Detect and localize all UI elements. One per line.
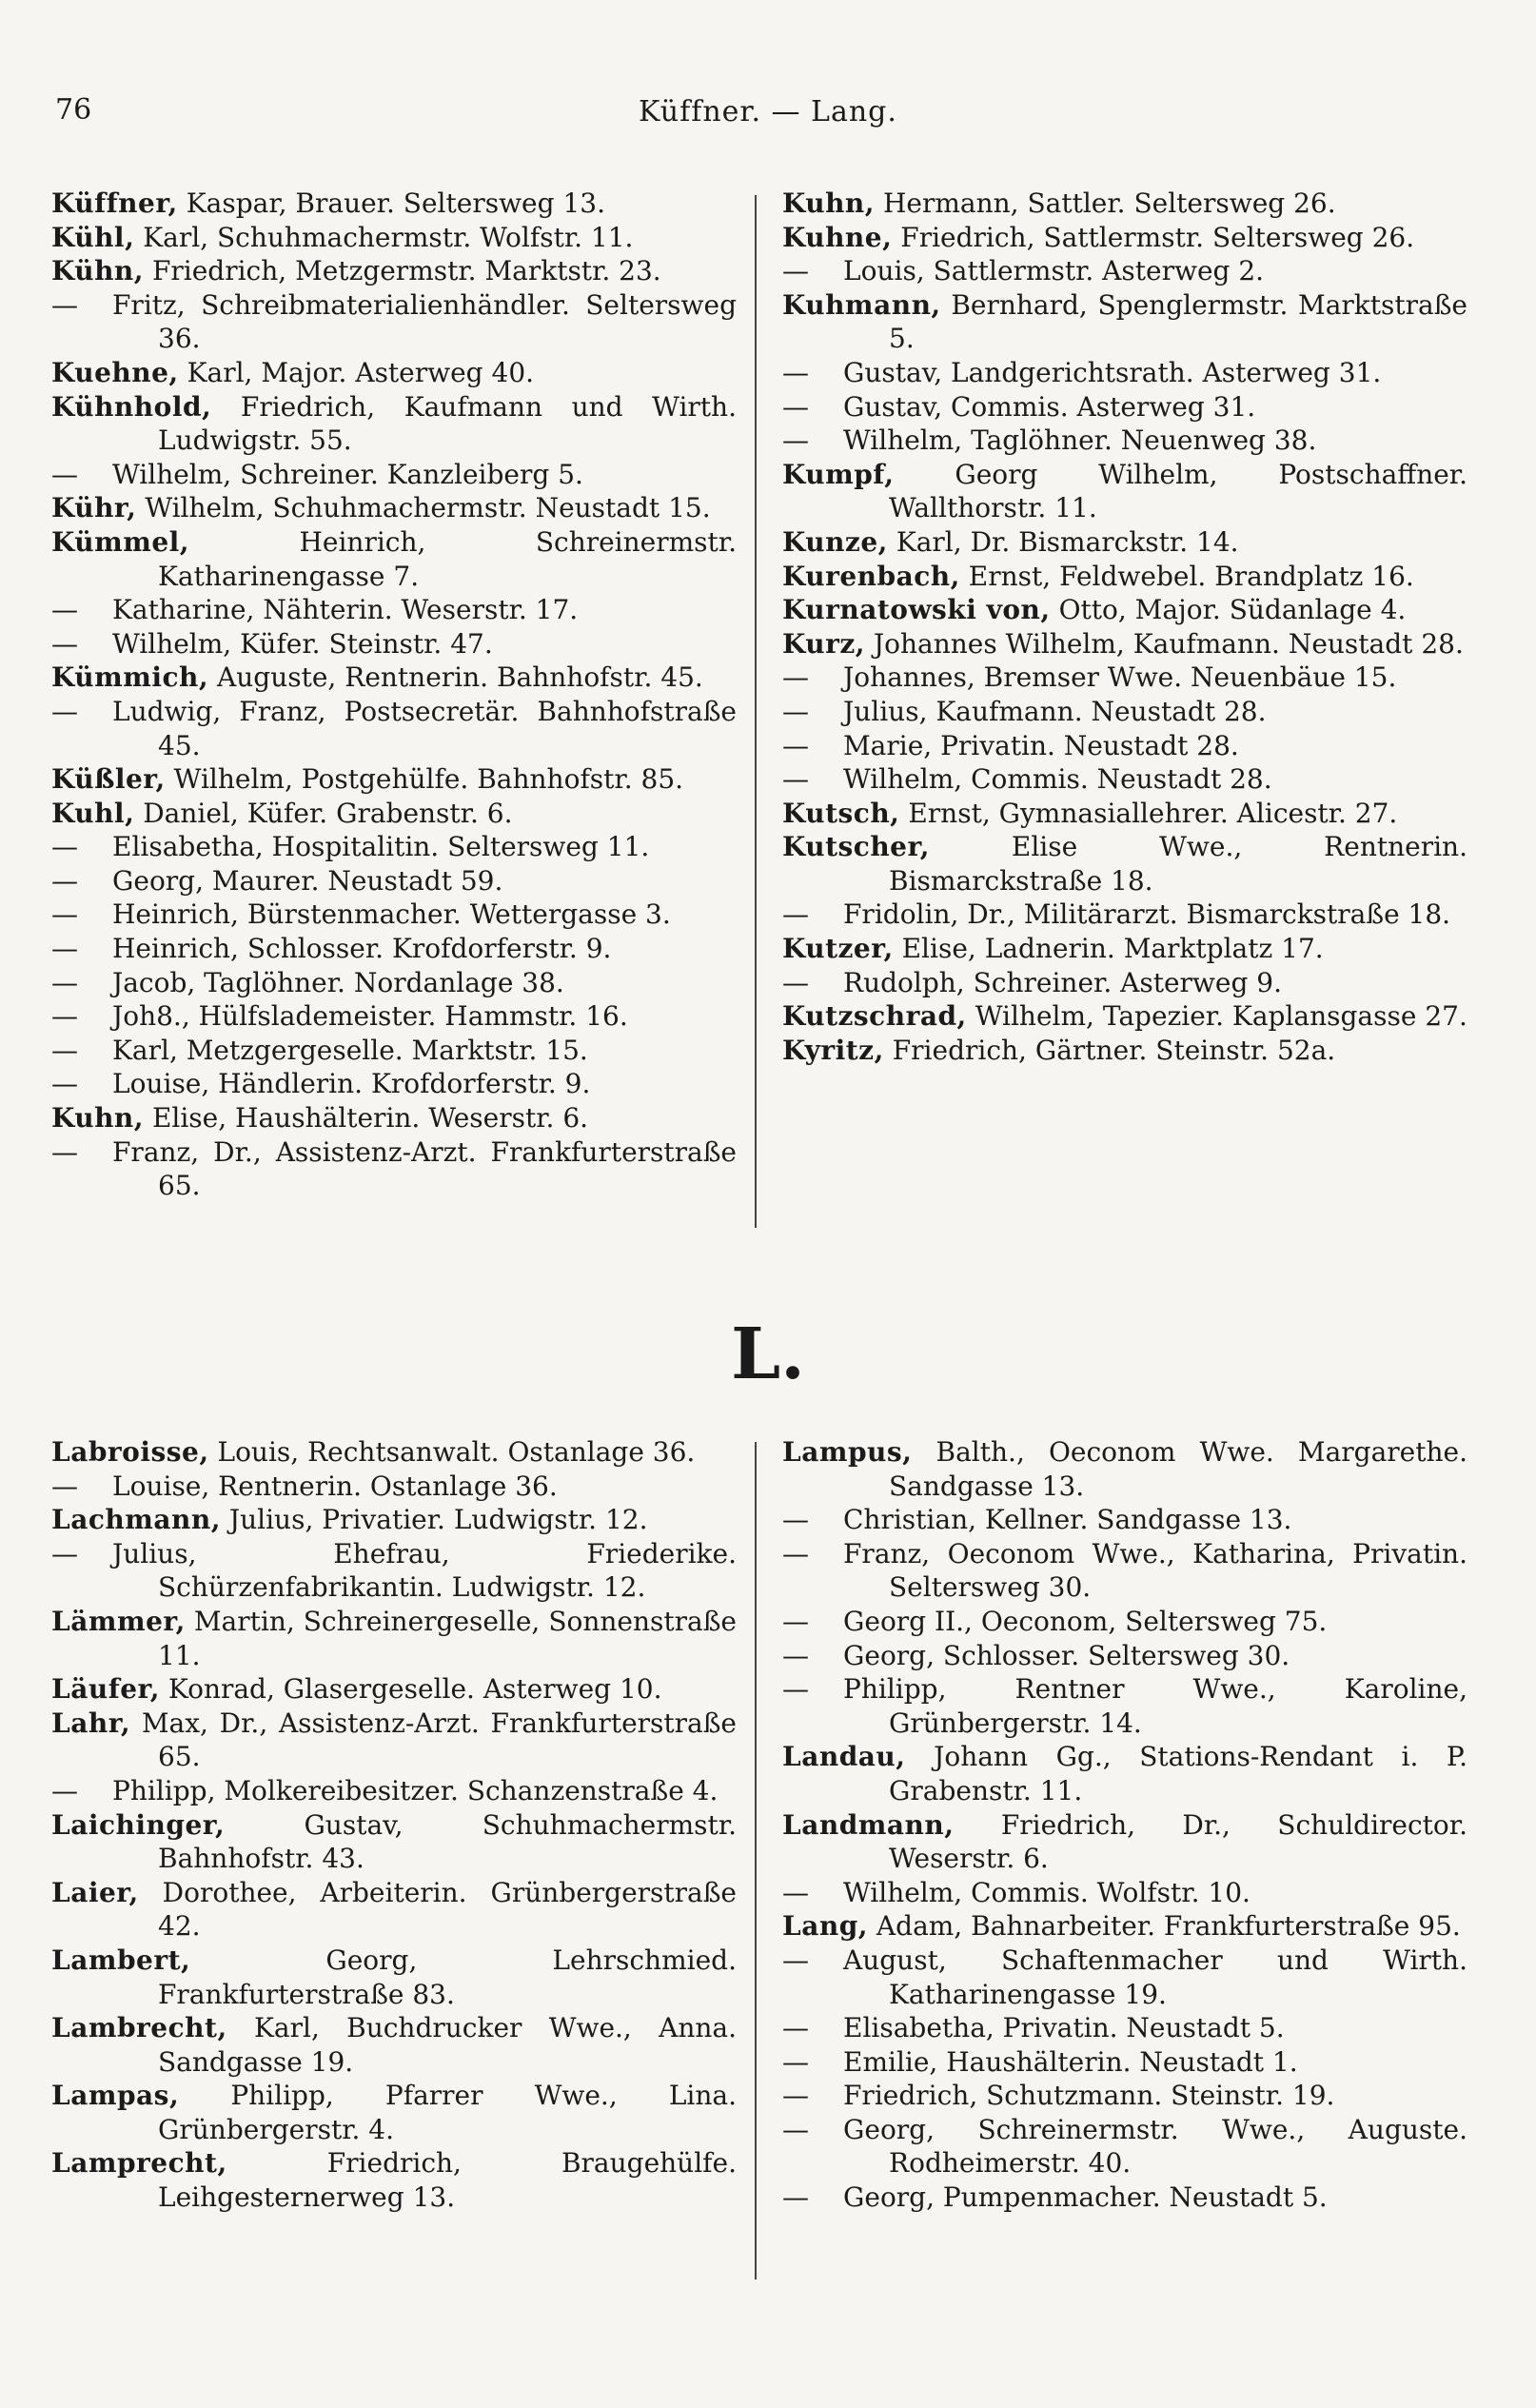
directory-entry [782,1876,1467,1910]
entry-surname: Kyritz, [782,1034,884,1066]
entry-details: Marie, Privatin. Neustadt 28. [843,729,1239,761]
entry-surname: Lampas, [51,2080,180,2112]
entry-surname: Lambert, [51,1944,191,1976]
directory-entry [51,1672,737,1707]
entry-details: August, Schaftenmacher und Wirth. Katharinengasse 19. [843,1944,1467,2010]
entry-surname: Kutzer, [782,933,894,965]
entry-details: Christian, Kellner. Sandgasse 13. [843,1504,1292,1536]
entry-surname: Laichinger, [51,1808,226,1841]
column-bottom-left [51,1435,737,2387]
section-letter: L. [731,1313,805,1395]
ditto-dash: — [782,1504,809,1536]
entry-details: Wilhelm, Commis. Wolfstr. 10. [843,1876,1250,1908]
ditto-dash: — [51,864,78,897]
entry-details: Philipp, Molkereibesitzer. Schanzenstraße 4. [112,1774,719,1806]
directory-entry [782,1740,1467,1807]
entry-surname: Kutzschrad, [782,1000,967,1033]
ditto-dash: — [51,1068,78,1100]
column-divider-bottom [755,1442,757,2280]
entry-details: Elise Wwe., Rentnerin. Bismarckstraße 18. [889,831,1467,897]
entry-details: Karl, Dr. Bismarckstr. 14. [896,525,1239,558]
entry-details: Louis, Rechtsanwalt. Ostanlage 36. [217,1436,696,1468]
directory-entry [51,525,737,593]
entry-details: Bernhard, Spenglermstr. Marktstraße 5. [889,288,1467,355]
ditto-dash: — [782,2113,809,2145]
directory-entry [782,356,1467,390]
entry-details: Georg, Maurer. Neustadt 59. [112,864,503,897]
entry-surname: Kurz, [782,627,865,660]
entry-surname: Kumpf, [782,458,895,490]
directory-entry [782,661,1467,695]
entry-details: Jacob, Taglöhner. Nordanlage 38. [112,966,564,998]
entry-details: Dorothee, Arbeiterin. Grünbergerstraße 42. [158,1876,737,1943]
entry-surname: Laier, [51,1876,139,1908]
directory-entry [782,390,1467,424]
directory-entry [782,695,1467,729]
directory-entry [782,288,1467,356]
directory-entry [51,254,737,288]
directory-entry [51,187,737,221]
directory-entry [782,1808,1467,1876]
entry-details: Louise, Rentnerin. Ostanlage 36. [112,1470,558,1502]
directory-entry [782,254,1467,288]
entry-details: Friedrich, Gärtner. Steinstr. 52a. [892,1034,1336,1066]
ditto-dash: — [782,2181,809,2214]
directory-entry [51,864,737,898]
directory-entry [782,1537,1467,1605]
entry-details: Gustav, Commis. Asterweg 31. [843,390,1256,423]
ditto-dash: — [51,458,78,490]
ditto-dash: — [51,1470,78,1502]
entry-details: Hermann, Sattler. Seltersweg 26. [882,188,1336,219]
entry-details: Elise, Haushälterin. Weserstr. 6. [151,1102,589,1135]
directory-entry [51,288,737,356]
directory-entry [51,797,737,831]
entry-surname: Küffner, [51,188,178,219]
directory-entry [782,2181,1467,2215]
entry-details: Friedrich, Kaufmann und Wirth. Ludwigstr. 55. [158,390,737,457]
entry-details: Joh8., Hülfslademeister. Hammstr. 16. [112,1000,628,1033]
ditto-dash: — [51,627,78,660]
directory-entry [51,932,737,966]
entry-details: Georg Wilhelm, Postschaffner. Wallthorstr. 11. [889,458,1467,524]
entry-details: Heinrich, Bürstenmacher. Wettergasse 3. [112,898,671,931]
directory-entry [51,458,737,492]
entry-details: Wilhelm, Schuhmachermstr. Neustadt 15. [145,492,711,524]
ditto-dash: — [51,1000,78,1033]
ditto-dash: — [782,763,809,796]
entry-details: Auguste, Rentnerin. Bahnhofstr. 45. [217,661,703,694]
entry-details: Max, Dr., Assistenz-Arzt. Frankfurterstraße 65. [141,1707,737,1773]
column-bottom-right [782,1435,1467,2387]
entry-details: Ludwig, Franz, Postsecretär. Bahnhofstraße 45. [112,695,737,761]
entry-details: Otto, Major. Südanlage 4. [1058,594,1407,626]
entry-surname: Kümmel, [51,525,190,558]
directory-entry [51,661,737,695]
ditto-dash: — [782,966,809,998]
directory-entry [51,966,737,1000]
directory-entry [782,830,1467,898]
ditto-dash: — [51,288,78,321]
directory-entry [782,2079,1467,2113]
entry-surname: Labroisse, [51,1436,209,1468]
entry-details: Konrad, Glasergeselle. Asterweg 10. [167,1673,662,1706]
ditto-dash: — [51,933,78,965]
entry-details: Julius, Privatier. Ludwigstr. 12. [228,1504,648,1536]
directory-entry [782,932,1467,966]
entry-details: Karl, Metzgergeselle. Marktstr. 15. [112,1034,588,1066]
entry-details: Wilhelm, Commis. Neustadt 28. [843,763,1272,796]
entry-surname: Kühnhold, [51,390,212,423]
directory-entry [51,1503,737,1537]
directory-entry [51,1707,737,1774]
directory-entry [782,1605,1467,1639]
directory-entry [51,627,737,661]
directory-entry [51,1808,737,1876]
entry-details: Balth., Oeconom Wwe. Margarethe. Sandgasse 13. [889,1436,1467,1502]
entry-details: Georg, Schlosser. Seltersweg 30. [843,1639,1290,1671]
entry-details: Karl, Major. Asterweg 40. [187,356,535,388]
directory-entry [51,390,737,458]
entry-details: Georg, Pumpenmacher. Neustadt 5. [843,2181,1328,2214]
entry-surname: Kuhl, [51,797,135,829]
directory-entry [51,1034,737,1068]
entry-details: Friedrich, Metzgermstr. Marktstr. 23. [151,255,661,287]
directory-entry [51,695,737,762]
entry-details: Louis, Sattlermstr. Asterweg 2. [843,255,1265,287]
entry-details: Friedrich, Sattlermstr. Seltersweg 26. [900,221,1415,253]
ditto-dash: — [782,2012,809,2044]
entry-details: Friedrich, Schutzmann. Steinstr. 19. [843,2080,1335,2112]
entry-surname: Kühr, [51,492,137,524]
ditto-dash: — [782,1639,809,1671]
directory-entry [782,1503,1467,1537]
entry-details: Kaspar, Brauer. Seltersweg 13. [186,188,605,219]
entry-surname: Lachmann, [51,1504,221,1536]
ditto-dash: — [51,695,78,727]
ditto-dash: — [51,1774,78,1806]
entry-surname: Küßler, [51,763,166,796]
directory-entry [51,1101,737,1135]
entry-surname: Läufer, [51,1673,161,1706]
directory-entry [51,1876,737,1944]
directory-entry [782,1944,1467,2011]
directory-entry [51,898,737,932]
directory-entry [782,560,1467,594]
entry-details: Friedrich, Dr., Schuldirector. Weserstr. 6. [889,1808,1467,1875]
column-top-right [782,187,1467,1243]
directory-entry [51,830,737,864]
directory-entry [51,1067,737,1101]
directory-entry [782,525,1467,560]
directory-entry [782,999,1467,1034]
directory-entry [782,187,1467,221]
entry-details: Wilhelm, Postgehülfe. Bahnhofstr. 85. [173,763,684,796]
directory-entry [782,424,1467,458]
ditto-dash: — [51,898,78,931]
entry-details: Fritz, Schreibmaterialienhändler. Seltersweg 36. [112,288,737,355]
entry-surname: Lamprecht, [51,2147,227,2180]
column-divider-top [755,195,757,1228]
entry-surname: Kurenbach, [782,560,960,592]
ditto-dash: — [51,1034,78,1066]
entry-details: Johann Gg., Stations-Rendant i. P. Grabenstr. 11. [889,1741,1467,1806]
ditto-dash: — [782,1605,809,1637]
entry-details: Daniel, Küfer. Grabenstr. 6. [143,797,513,829]
ditto-dash: — [51,1135,78,1168]
ditto-dash: — [782,661,809,694]
directory-entry [51,762,737,797]
directory-entry [782,1639,1467,1673]
directory-entry [51,356,737,390]
directory-entry [51,1470,737,1504]
entry-details: Johannes Wilhelm, Kaufmann. Neustadt 28. [873,627,1464,660]
entry-surname: Kuhne, [782,221,893,253]
ditto-dash: — [782,1673,809,1706]
entry-surname: Landmann, [782,1808,955,1841]
entry-surname: Kuhn, [782,188,876,219]
directory-entry [51,1944,737,2011]
ditto-dash: — [782,1537,809,1569]
directory-entry [782,2113,1467,2181]
directory-entry [51,221,737,255]
entry-surname: Kümmich, [51,661,209,694]
entry-details: Wilhelm, Taglöhner. Neuenweg 38. [843,424,1317,457]
directory-entry [51,999,737,1034]
entry-surname: Kutsch, [782,797,900,829]
entry-details: Katharine, Nähterin. Weserstr. 17. [112,594,579,626]
entry-details: Georg, Schreinermstr. Wwe., Auguste. Rodheimerstr. 40. [843,2113,1467,2180]
entry-surname: Lampus, [782,1436,913,1468]
entry-details: Georg, Lehrschmied. Frankfurterstraße 83. [158,1944,737,2010]
entry-details: Julius, Kaufmann. Neustadt 28. [843,695,1267,727]
entry-surname: Kühl, [51,221,135,253]
directory-entry [782,221,1467,255]
ditto-dash: — [51,831,78,863]
entry-surname: Kunze, [782,525,888,558]
entry-details: Fridolin, Dr., Militärarzt. Bismarckstraße 18. [843,898,1451,931]
ditto-dash: — [782,390,809,423]
ditto-dash: — [51,966,78,998]
directory-entry [782,1909,1467,1944]
directory-entry [782,627,1467,661]
entry-details: Georg II., Oeconom, Seltersweg 75. [843,1605,1328,1637]
directory-entry [782,2045,1467,2080]
entry-details: Wilhelm, Küfer. Steinstr. 47. [112,627,493,660]
directory-entry [51,491,737,525]
directory-entry [782,1672,1467,1740]
entry-details: Friedrich, Braugehülfe. Leihgesternerweg 13. [158,2147,737,2214]
directory-entry [51,1435,737,1470]
entry-details: Johannes, Bremser Wwe. Neuenbäue 15. [843,661,1397,694]
entry-details: Philipp, Pfarrer Wwe., Lina. Grünbergerstr. 4. [158,2080,737,2145]
directory-entry [51,2011,737,2079]
directory-entry [51,1135,737,1203]
entry-details: Wilhelm, Schreiner. Kanzleiberg 5. [112,458,583,490]
ditto-dash: — [782,1876,809,1908]
entry-surname: Kurnatowski von, [782,594,1051,626]
entry-surname: Lang, [782,1910,869,1943]
entry-surname: Kuehne, [51,356,179,388]
page-number: 76 [55,93,92,127]
entry-details: Elise, Ladnerin. Marktplatz 17. [901,933,1324,965]
directory-entry [782,729,1467,763]
directory-entry [782,2011,1467,2045]
entry-details: Karl, Schuhmachermstr. Wolfstr. 11. [143,221,634,253]
ditto-dash: — [782,424,809,457]
entry-details: Ernst, Feldwebel. Brandplatz 16. [968,560,1414,592]
entry-details: Rudolph, Schreiner. Asterweg 9. [843,966,1283,998]
ditto-dash: — [51,1537,78,1569]
entry-details: Franz, Dr., Assistenz-Arzt. Frankfurterstraße 65. [112,1135,737,1202]
entry-surname: Kuhn, [51,1102,145,1135]
directory-entry [51,1537,737,1605]
entry-surname: Lahr, [51,1707,131,1739]
running-head: Küffner. — Lang. [639,95,897,128]
entry-surname: Lambrecht, [51,2012,227,2044]
ditto-dash: — [782,356,809,388]
entry-surname: Kuhmann, [782,288,941,321]
ditto-dash: — [782,695,809,727]
entry-details: Heinrich, Schreinermstr. Katharinengasse 7. [158,525,737,592]
ditto-dash: — [782,255,809,287]
entry-details: Emilie, Haushälterin. Neustadt 1. [843,2045,1298,2078]
directory-entry [782,1034,1467,1068]
entry-details: Gustav, Schuhmachermstr. Bahnhofstr. 43. [158,1808,737,1875]
directory-entry [51,2079,737,2146]
column-top-left [51,187,737,1243]
entry-surname: Lämmer, [51,1605,186,1637]
entry-surname: Kutscher, [782,831,930,863]
entry-details: Martin, Schreinergeselle, Sonnenstraße 11. [158,1605,737,1671]
entry-details: Gustav, Landgerichtsrath. Asterweg 31. [843,356,1382,388]
entry-surname: Kühn, [51,255,145,287]
entry-details: Wilhelm, Tapezier. Kaplansgasse 27. [975,1000,1467,1033]
directory-entry [782,762,1467,797]
directory-entry [782,898,1467,932]
entry-details: Louise, Händlerin. Krofdorferstr. 9. [112,1068,591,1100]
directory-entry [51,1774,737,1808]
ditto-dash: — [782,2080,809,2112]
entry-details: Karl, Buchdrucker Wwe., Anna. Sandgasse 19. [158,2012,737,2078]
directory-entry [782,797,1467,831]
ditto-dash: — [782,729,809,761]
ditto-dash: — [51,594,78,626]
entry-details: Franz, Oeconom Wwe., Katharina, Privatin. Seltersweg 30. [843,1537,1467,1604]
directory-entry [782,458,1467,525]
directory-entry [782,1435,1467,1503]
directory-entry [782,593,1467,627]
directory-entry [51,2146,737,2214]
ditto-dash: — [782,898,809,931]
entry-details: Philipp, Rentner Wwe., Karoline, Grünbergerstr. 14. [843,1673,1467,1739]
ditto-dash: — [782,2045,809,2078]
ditto-dash: — [782,1944,809,1976]
entry-surname: Landau, [782,1741,906,1773]
entry-details: Elisabetha, Hospitalitin. Seltersweg 11. [112,831,650,863]
entry-details: Heinrich, Schlosser. Krofdorferstr. 9. [112,933,612,965]
entry-details: Elisabetha, Privatin. Neustadt 5. [843,2012,1285,2044]
directory-entry [51,593,737,627]
entry-details: Julius, Ehefrau, Friederike. Schürzenfabrikantin. Ludwigstr. 12. [112,1537,737,1604]
directory-entry [782,966,1467,1000]
entry-details: Ernst, Gymnasiallehrer. Alicestr. 27. [908,797,1398,829]
entry-details: Adam, Bahnarbeiter. Frankfurterstraße 95. [876,1910,1461,1943]
directory-entry [51,1605,737,1672]
